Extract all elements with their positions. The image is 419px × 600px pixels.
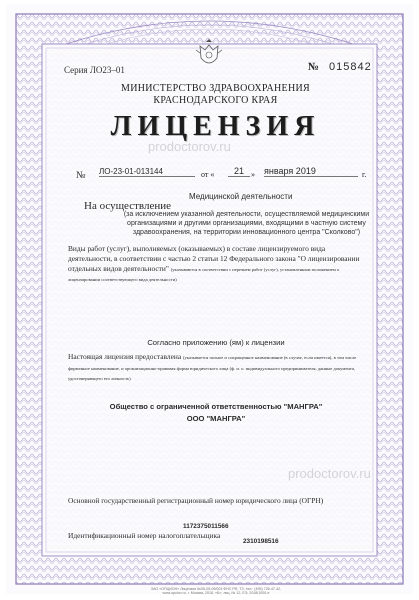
ministry-line-1: МИНИСТЕРСТВО ЗДРАВООХРАНЕНИЯ <box>121 83 310 94</box>
inn-label: Идентификационный номер налогоплательщика <box>68 531 221 540</box>
works-kinds-note: (указываются в соответствии с перечнем работ (услуг), установленным положением о лицензировании соответствующего вида деятельности) <box>68 267 340 282</box>
watermark: prodoctorov.ru <box>288 466 371 481</box>
form-number: 015842 <box>329 61 372 73</box>
year-suffix: г. <box>362 170 367 179</box>
date-from-label: от « <box>201 170 215 179</box>
provided-note: (указывается полное и сокращенное наименование (в случае, если имеется), в том числе фирменное наименование, и организационно-правовая форма юридического лица (ф. и. о. индивидуального предпринимателя, данные документа, удостоверяющего его личность) <box>68 355 357 381</box>
organization-short-name: ООО "МАНГРА" <box>186 414 246 423</box>
license-number-label: № <box>76 170 86 181</box>
ogrn-value: 1172375011566 <box>183 523 229 530</box>
series-label: Серия ЛО23–01 <box>64 65 125 75</box>
activity-note: (за исключением указанной деятельности, осуществляемой медицинскими организациями и другими организациями, входящими в частную систему здравоохранения, на территории инновационного центра "Сколково") <box>123 211 370 236</box>
document-title: ЛИЦЕНЗИЯ <box>110 111 321 142</box>
issuing-authority <box>46 83 385 107</box>
provided-text: Настоящая лицензия предоставлена <box>68 352 182 361</box>
purpose-label: На осуществление <box>84 200 171 212</box>
works-kinds-block <box>68 244 368 284</box>
provided-to-block <box>68 352 368 384</box>
license-document <box>6 4 413 594</box>
ogrn-label: Основной государственный регистрационный номер юридического лица (ОГРН) <box>68 496 324 505</box>
date-month-year: января 2019 <box>264 166 358 177</box>
organization-full-name: Общество с ограниченной ответственностью "МАНГРА" <box>109 402 323 411</box>
number-label: № <box>308 61 320 73</box>
date-day: 21 <box>228 166 250 177</box>
license-number: ЛО-23-01-013144 <box>99 167 195 177</box>
date-day-close: » <box>251 170 255 179</box>
ministry-line-2: КРАСНОДАРСКОГО КРАЯ <box>153 95 278 106</box>
inn-value: 2310198516 <box>243 538 279 545</box>
activity-name: Медицинской деятельности <box>189 192 293 201</box>
works-kinds-text: Виды работ (услуг), выполняемых (оказываемых) в составе лицензируемого вида деятельности, в соответствии с частью 2 статьи 12 Федерального закона "О лицензировании отдельных видов деятельности" <box>68 244 360 273</box>
appendix-reference: Согласно приложению (ям) к лицензии <box>147 338 285 347</box>
watermark: prodoctorov.ru <box>148 139 231 154</box>
printer-imprint: ЗАО «ОПЦИОН» Лицензия №05-05-09/003 ФНС РФ, ТЗ, тел.: (495) 726-47-42, www.opcion.ru, г. Москва, 2018, «Б», лиц. № 12, ЕЭ, 2018/1000-е <box>150 587 282 595</box>
